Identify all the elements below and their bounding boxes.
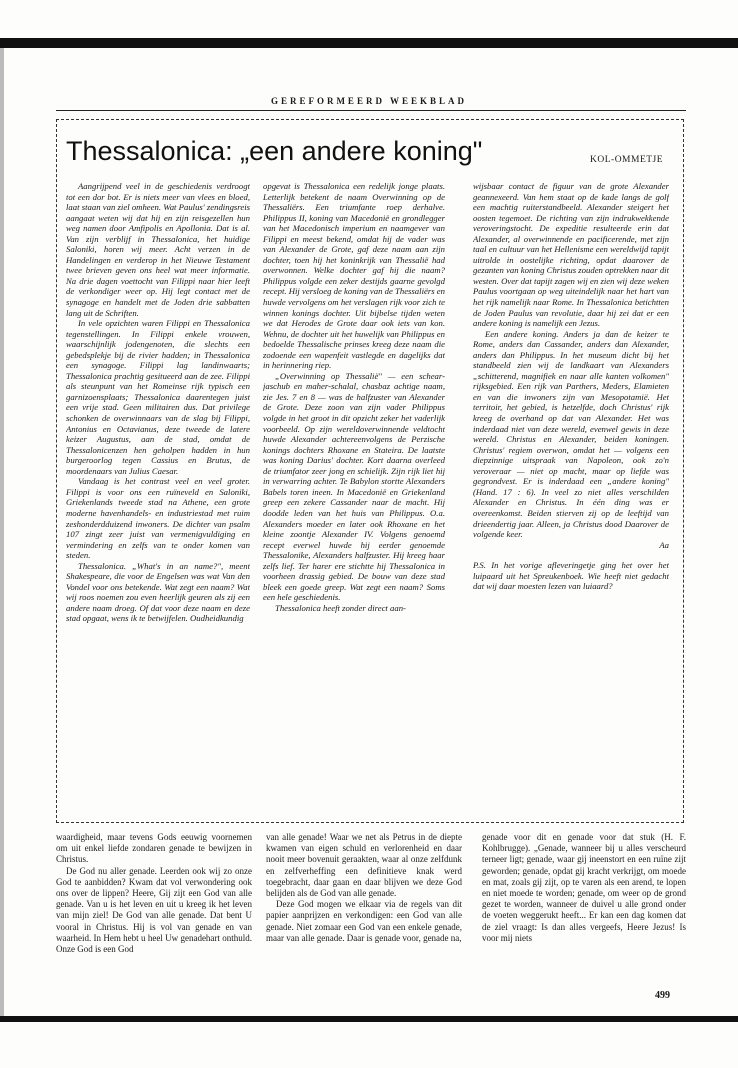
paragraph: waardigheid, maar tevens Gods eeuwig voornemen om uit enkel liefde zondaren genade te bewijzen in Christus. bbox=[56, 832, 252, 865]
page-number: 499 bbox=[655, 990, 670, 1001]
article-column-2 bbox=[263, 181, 445, 813]
paragraph: Aangrijpend veel in de geschiedenis verdroogt tot een dor bot. Er is niets meer van vlees en bloed, laat staan van ziel omheen. Wat Paulus' zendingsreis aangaat weten wij dat hij en zijn reisgezellen hun weg namen door Amfipolis en Apollonia. Dat is al. Van zijn verblijf in Thessalonica, het huidige Saloniki, horen wij meer. Acht verzen in de Handelingen en verderop in het Nieuwe Testament twee brieven geven ons heel wat meer informatie. Na drie dagen voettocht van Filippi naar hier leeft de verkondiger weer op. Hij legt contact met de synagoge en handelt met de Joden drie sabbatten lang uit de Schriften. bbox=[66, 181, 250, 318]
author-signature: Aa bbox=[659, 539, 669, 550]
paragraph: opgevat is Thessalonica een redelijk jonge plaats. Letterlijk betekent de naam Overwinning op de Thessaliërs. Een triumfante roep derhalve. Philippus II, koning van Macedonië en grondlegger van het Macedonisch imperium en naamgever van Filippi en meest bekend, omdat hij de vader was van Alexander de Grote, gaf deze naam aan zijn dochter, toen hij het koninkrijk van Thessalië had overwonnen. Welke dochter gaf hij die naam? Philippus volgde een zeker destijds gaarne gevolgd recept. Hij versloeg de koning van de Thessaliërs en huwde vervolgens om het verslagen rijk voor zich te winnen konings dochter. Uit bijbelse tijden weten we dat Herodes de Grote daar ook iets van kon. Wehnu, de dochter uit het huwelijk van Philippus en bedoelde Thessalische prinses kreeg deze naam die zodoende een wapenfeit vastlegde en dagelijks dat in herinnering riep. bbox=[263, 181, 445, 371]
magazine-header: GEREFORMEERD WEEKBLAD bbox=[270, 96, 468, 106]
bottom-column-3 bbox=[482, 832, 686, 1007]
paragraph: wijsbaar contact de figuur van de grote Alexander geannexeerd. Van hem staat op de kade langs de golf een machtig ruiterstandbeeld. Alexander steigert het oosten tegemoet. De richting van zijn indrukwekkende veroveringstocht. De expeditie resulteerde erin dat Alexander, al overwinnende en pacificerende, met zijn taal en cultuur van het Hellenisme een wereldwijd tapijt uitrolde in oostelijke richting, opdat daarover de gezanten van koning Christus zouden optrekken naar dit westen. Over dat tapijt zagen wij en zien wij deze weken Paulus voortgaan op weg uiteindelijk naar het hart van het rijk namelijk naar Rome. In Thessalonica betichtten de Joden Paulus van revolutie, daar hij zei dat er een andere koning is namelijk een Jezus. bbox=[473, 181, 669, 329]
paragraph: genade voor dit en genade voor dat stuk (H. F. Kohlbrugge). „Genade, wanneer bij u alles verscheurd terneer ligt; genade, waar gij ineenstort en een ruïne zijt geworden; genade, opdat gij kracht verkrijgt, om moede en mat, zoals gij zijt, op te varen als een arend, te lopen en niet moede te worden; genade, om weer op de grond gezet te worden, wanneer de duivel u alle grond onder de voeten weggerukt heeft... Er kan een dag komen dat de ziel vraagt: Is dan alles vergeefs, Heere Jezus! Is voor mij niets bbox=[482, 832, 686, 943]
article-column-3 bbox=[473, 181, 669, 813]
scan-bottom-border bbox=[0, 1016, 738, 1022]
signature bbox=[473, 540, 669, 551]
scan-left-edge bbox=[0, 48, 4, 1016]
paragraph: In vele opzichten waren Filippi en Thessalonica tegenstellingen. In Filippi enkele vrouwen, waarschijnlijk jodengenoten, die slechts een gebedsplekje bij de rivier hadden; in Thessalonica een synagoge. Filippi lag landinwaarts; Thessalonica prachtig gesitueerd aan de zee. Filippi als steunpunt van het Romeinse rijk typisch een garnizoensplaats; Thessalonica daarentegen juist een vrije stad. Geen militairen dus. Dat privilege schonken de overwinnaars van de slag bij Filippi, Antonius en Octavianus, deze tweede de latere keizer Augustus, aan de stad, omdat de Thessalonicenzen hen geholpen hadden in hun burgeroorlog tegen Cassius en Brutus, de moordenaars van Julius Caesar. bbox=[66, 318, 250, 476]
paragraph: Een andere koning. Anders ja dan de keizer te Rome, anders dan Cassander, anders dan Alexander, anders dan Philippus. In het museum dicht bij het standbeeld zien wij de landkaart van Alexanders „schitterend, magnifiek en naar alle kanten volkomen" rijksgebied. Een rijk van Parthers, Meders, Elamieten en van die inwoners zijn van Mesopotamië. Het territoir, het gebied, is hetzelfde, doch Christus' rijk kreeg de overhand op dat van Alexander. Het was inderdaad niet van deze wereld, evenwel gewis in deze wereld. Christus en Alexander, beiden koningen. Christus' regiem overwon, omdat het — volgens een diepzinnige uitspraak van Napoleon, ook zo'n veroveraar — niet op macht, maar op liefde was gegrondvest. Er is inderdaad een „andere koning" (Hand. 17 : 6). In veel zo niet alles verschilden Alexander en Christus. In één ding was er overeenkomst. Beiden stierven zij op de leeftijd van drieendertig jaar. Alleen, ja Christus dood Daarover de volgende keer. bbox=[473, 328, 669, 540]
article-column-1 bbox=[66, 181, 250, 813]
paragraph: Deze God mogen we elkaar via de regels van dit papier aanprijzen en verkondigen: een God van alle genade. Niet zomaar een God van een enkele genade, maar van alle genade. Daar is genade voor, genade na, bbox=[266, 899, 462, 943]
paragraph: De God nu aller genade. Leerden ook wij zo onze God te aanbidden? Kwam dat vol verwondering ook ons over de lippen? Heere, Gij zijt een God van alle genade. Van u is het leven en uit u kreeg ik het leven van mijn ziel! De God van alle genade. Dat bent U vooral in Christus. Hij is vol van genade en van waarheid. In Hem hebt u heel Uw genadehart onthuld. Onze God is een God bbox=[56, 865, 252, 955]
paragraph: van alle genade! Waar we net als Petrus in de diepte kwamen van eigen schuld en verlorenheid en daar nooit meer bovenuit geraakten, waar al onze zelfdunk en zelfverheffing een definitieve knak werd toegebracht, daar gaan en daar blijven we deze God belijden als de God van alle genade. bbox=[266, 832, 462, 899]
paragraph: Thessalonica heeft zonder direct aan- bbox=[275, 602, 406, 613]
paragraph: Vandaag is het contrast veel en veel groter. Filippi is voor ons een ruïneveld en Saloniki, Griekenlands tweede stad na Athene, een grote moderne havenhandels- en industriestad met ruim zeshonderdduizend inwoners. De dichter van psalm 107 zingt zeer juist van vermenigvuldiging en vermindering en zelfs van te onder komen van steden. bbox=[66, 476, 250, 561]
scan-top-border bbox=[0, 38, 738, 48]
article-title: Thessalonica: „een andere koning" bbox=[66, 136, 483, 166]
header-rule bbox=[56, 110, 686, 111]
bottom-column-1 bbox=[56, 832, 252, 1007]
bottom-column-2 bbox=[266, 832, 462, 1007]
paragraph: „Overwinning op Thessalië" — een schear-jaschub en maher-schalal, chasbaz achtige naam, zie Jes. 7 en 8 — was de halfzuster van Alexander de Grote. Deze zoon van zijn vader Philippus volgde in het groot in dit opzicht zeker het vaderlijk voorbeeld. Op zijn wereldoverwinnende veldtocht huwde Alexander achtereenvolgens de Perzische konings dochters Rhoxane en Stateira. De laatste was koning Darius' dochter. Kort daarna overleed de triumfator zeer jong en schielijk. Zijn rijk liet hij in verwarring achter. Te Babylon stortte Alexanders Babels toren ineen. In Macedonië en Griekenland greep een zekere Cassander naar de macht. Hij doodde leden van het huis van Philippus. O.a. Alexanders moeder en later ook Rhoxane en het kleine zoontje Alexander IV. Volgens genoemd recept everwel huwde hij eerder genoemde Thessalonike, Alexanders halfzuster. Hij kreeg haar zelfs lief. Ter harer ere stichtte hij Thessalonica in voorheen drassig gebied. De bouw van deze stad bleek een goede greep. Wat zegt een naam? Soms een hele geschiedenis. bbox=[263, 370, 445, 603]
column-label: KOL-OMMETJE bbox=[590, 155, 664, 165]
paragraph: Thessalonica. „What's in an name?", meent Shakespeare, die voor de Engelsen was wat Van den Vondel voor ons betekende. Wat zegt een naam? Wat wij roos noemen zou even heerlijk geuren als zij een andere naam droeg. Of dat voor deze naam en deze stad opgaat, wens ik te betwijfelen. Oudheidkundig bbox=[66, 560, 250, 624]
postscript: P.S. In het vorige afleveringetje ging het over het luipaard uit het Spreukenboek. Wie heeft niet gedacht dat wij daar moesten lezen van luiaard? bbox=[473, 560, 669, 592]
